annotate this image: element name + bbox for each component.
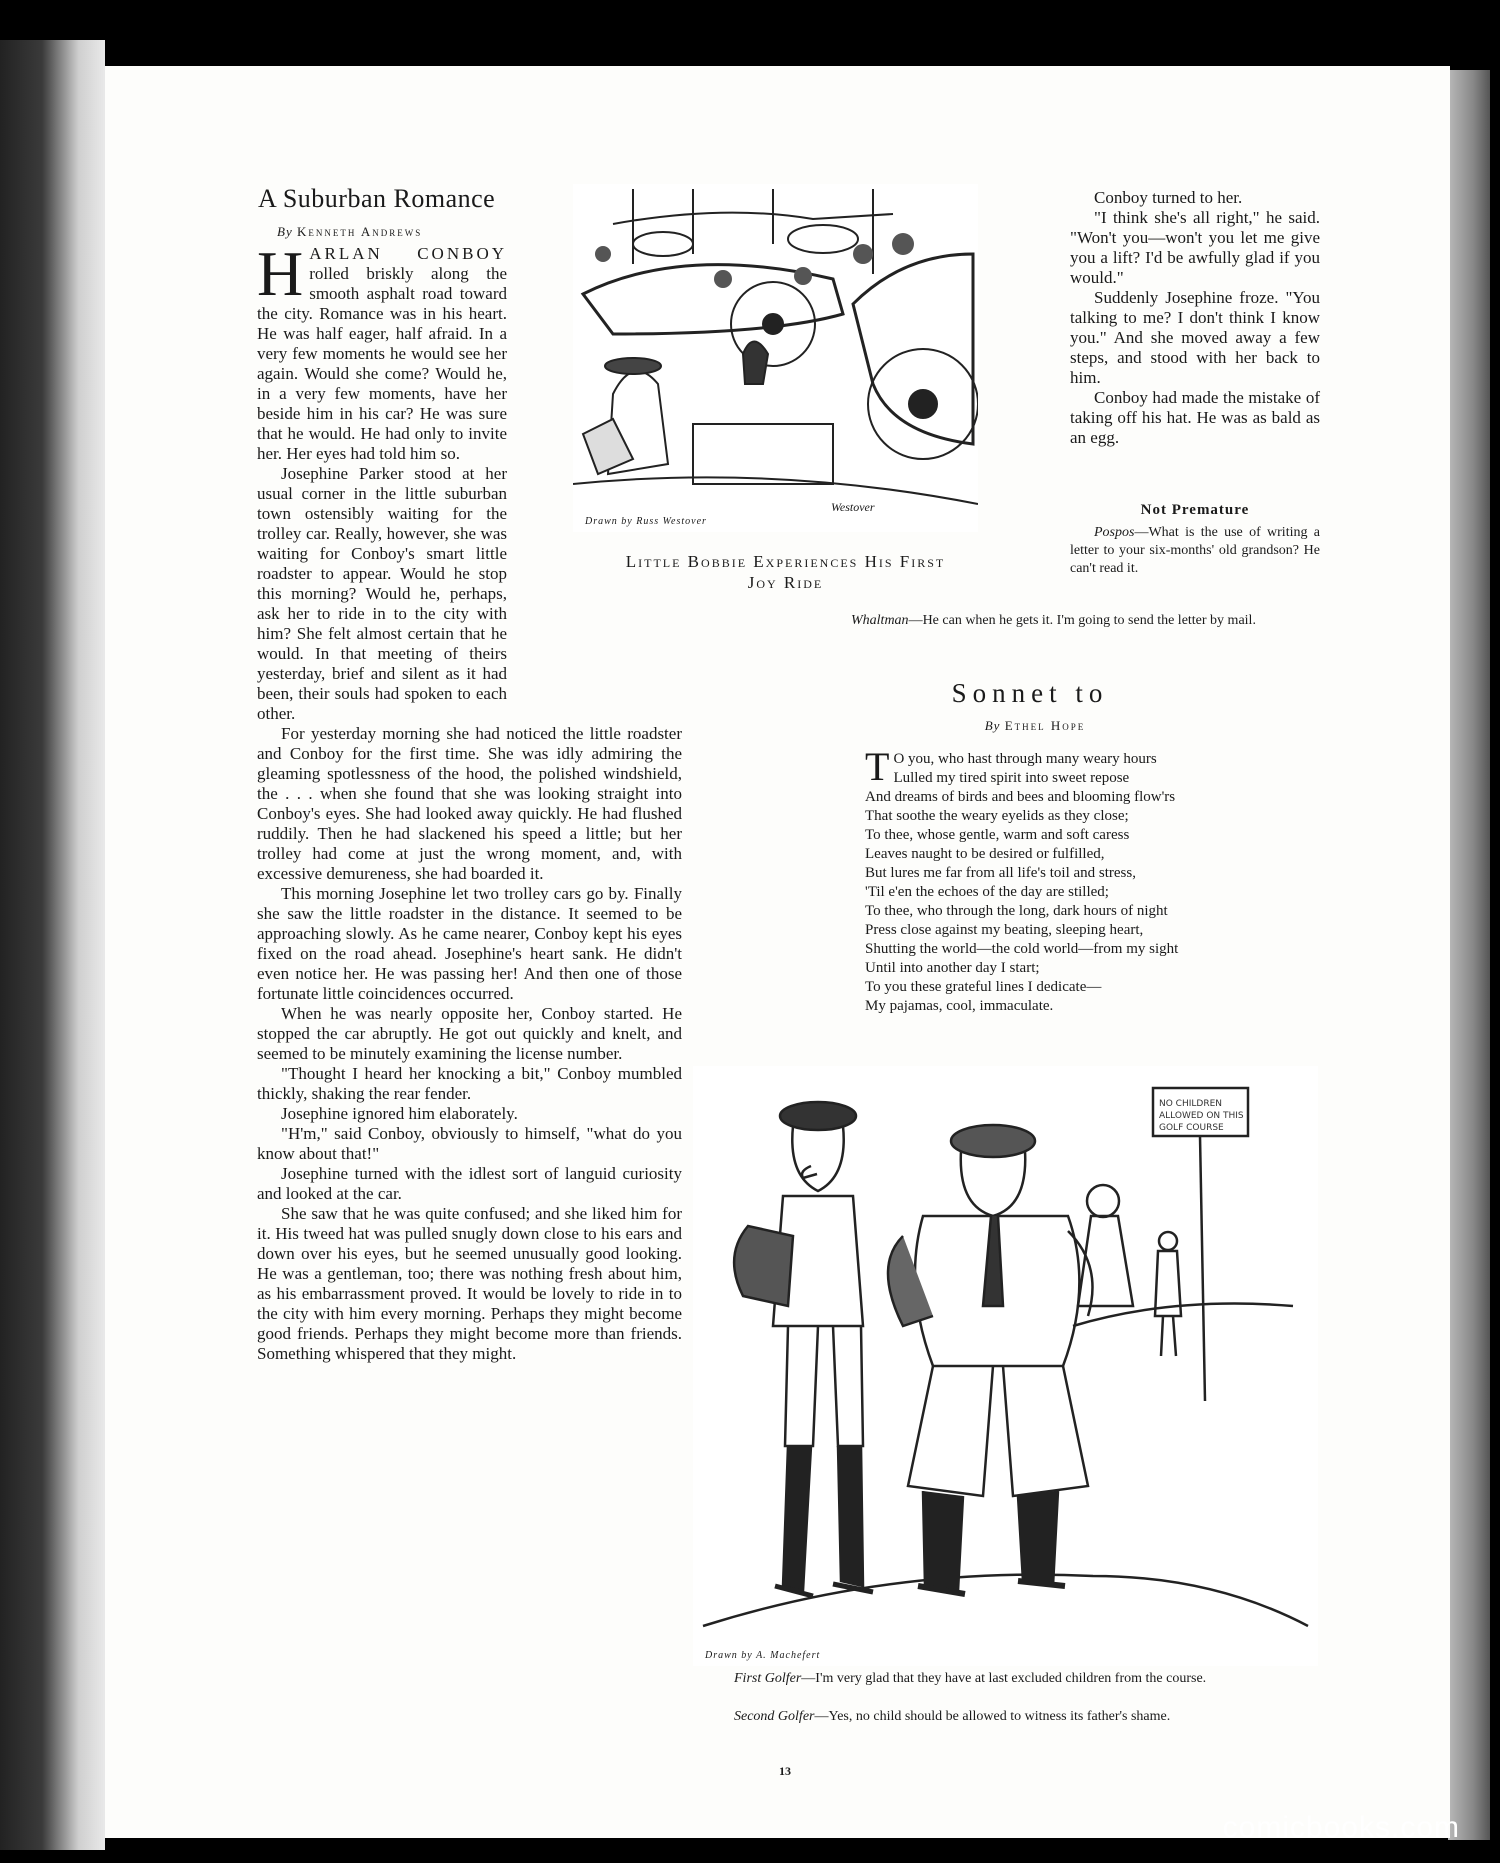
book-binding-shadow: [0, 40, 105, 1850]
magazine-page: [105, 66, 1450, 1838]
story-lead-block: [257, 238, 507, 464]
poem-line: Lulled my tired spirit into sweet repose: [893, 770, 1130, 786]
credit-name: Russ Westover: [636, 516, 707, 527]
continuation-paragraph: Suddenly Josephine froze. "You talking to me? I don't think I know you." And she moved away a few steps, and stood with her back to him.: [1070, 288, 1320, 387]
sonnet-body: [865, 744, 1285, 1016]
golf-caption-1: [710, 1670, 1315, 1688]
poem-line: To thee, whose gentle, warm and soft caress: [865, 827, 1130, 843]
story-paragraph: rolled briskly along the smooth asphalt road toward the city. Romance was in his heart. He was half eager, half afraid. In a very few moments he would see her again. Would she come? Would he, in a very few moments, have her beside him in his car? He was sure that he would. He had only to invite her. Her eyes had told him so.: [257, 264, 507, 463]
continuation-paragraph: Conboy turned to her.: [1094, 188, 1243, 207]
story-paragraph: She saw that he was quite confused; and she liked him for it. His tweed hat was pulled snugly down close to his ears and down over his eyes, but he seemed unusually good looking. He was a gentleman, too; there was nothing fresh about him, as his embarrassment proved. It would be lovely to ride in to the city with him every morning. Perhaps they might become good friends. Perhaps they might become more than friends. Something whispered that they might.: [257, 1204, 682, 1363]
story-paragraph: For yesterday morning she had noticed the little roadster and Conboy for the first time. She was idly admiring the gleaming spotlessness of the hood, the polished windshield, the . . . when she found that she was looking straight into Conboy's eyes. She had looked away quickly. He had flushed ruddily. Then he had slackened his speed a little; but her trolley had come at just the wrong moment, and, with excessive demureness, she had boarded it.: [257, 724, 682, 883]
caption-line: —Yes, no child should be allowed to witness its father's shame.: [814, 1709, 1171, 1724]
story-paragraph: This morning Josephine let two trolley cars go by. Finally she saw the little roadster in the distance. It seemed to be approaching slowly. As he came nearer, Conboy kept his eyes fixed on the road ahead. Josephine's heart sank. He didn't even notice her. He was passing her! And then one of those fortunate little coincidences occurred.: [257, 884, 682, 1003]
poem-line: To you these grateful lines I dedicate—: [865, 979, 1102, 995]
cartoon-joy-ride-caption: [588, 551, 983, 593]
story-paragraph: "H'm," said Conboy, obviously to himself, "what do you know about that!": [257, 1124, 682, 1163]
page-edge: [1448, 70, 1490, 1840]
credit-prefix: Drawn by: [585, 516, 633, 527]
credit-name: A. Machefert: [756, 1650, 821, 1661]
byline-prefix: By: [277, 224, 293, 239]
site-watermark: comicbooks.com: [1222, 1811, 1460, 1844]
sign-text: GOLF COURSE: [1159, 1123, 1224, 1133]
story-continuation: [1070, 188, 1320, 448]
byline-author: Kenneth Andrews: [296, 224, 423, 239]
joke-speaker: Whaltman: [851, 613, 909, 628]
poem-line: But lures me far from all life's toil and stress,: [865, 865, 1136, 881]
story-paragraph: Josephine turned with the idlest sort of languid curiosity and looked at the car.: [257, 1164, 682, 1203]
drop-cap: H: [257, 238, 304, 309]
cartoon-golfers-credit: [705, 1650, 820, 1661]
story-byline: [277, 224, 537, 240]
joke-exchange-2: [827, 612, 1322, 630]
sonnet-byline: [935, 718, 1135, 734]
cartoon-golfers: [693, 1066, 1318, 1666]
continuation-paragraph: Conboy had made the mistake of taking off his hat. He was as bald as an egg.: [1070, 388, 1320, 447]
joke-title: Not Premature: [1140, 502, 1250, 518]
caption-line: Little Bobbie Experiences His First: [625, 552, 946, 571]
story-paragraph: Josephine Parker stood at her usual corner in the little suburban town ostensibly waiting for the trolley car. Really, however, she was waiting for Conboy's smart little roadster to appear. Would he stop this morning? Would he, perhaps, ask her to ride in to the city with him? She felt almost certain that he would. In that meeting of theirs yesterday, brief and silent as it had been, their souls had spoken to each other.: [257, 464, 507, 723]
cartoon-joy-ride: [573, 184, 978, 532]
poem-line: Leaves naught to be desired or fulfilled,: [865, 846, 1105, 862]
joke-line: —He can when he gets it. I'm going to send the letter by mail.: [908, 613, 1256, 628]
sign-text: ALLOWED ON THIS: [1159, 1111, 1244, 1121]
cartoon-golfers-drawing: [693, 1066, 1318, 1666]
poem-line: O you, who hast through many weary hours: [893, 751, 1157, 767]
story-paragraph: When he was nearly opposite her, Conboy started. He stopped the car abruptly. He got out quickly and knelt, and seemed to be minutely examining the license number.: [257, 1004, 682, 1063]
joke-speaker: Pospos: [1094, 525, 1135, 540]
sign-text: NO CHILDREN: [1159, 1099, 1222, 1109]
page-number: 13: [779, 1764, 791, 1778]
credit-prefix: Drawn by: [705, 1650, 753, 1661]
story-paragraph: Josephine ignored him elaborately.: [281, 1104, 518, 1123]
poem-line: My pajamas, cool, immaculate.: [865, 998, 1054, 1014]
poem-line: To thee, who through the long, dark hours of night: [865, 903, 1168, 919]
caption-speaker: First Golfer: [734, 1671, 802, 1686]
byline-author: Ethel Hope: [1004, 718, 1086, 733]
lead-caps: ARLAN CONBOY: [309, 244, 507, 263]
joke-exchange-1: [1070, 524, 1320, 578]
golf-caption-2: [710, 1708, 1315, 1726]
byline-prefix: By: [984, 718, 1001, 733]
cartoon-joy-ride-credit: [585, 516, 707, 527]
poem-line: Press close against my beating, sleeping heart,: [865, 922, 1144, 938]
continuation-paragraph: "I think she's all right," he said. "Won't you—won't you let me give you a lift? I'd be awfully glad if you would.": [1070, 208, 1320, 287]
story-paragraph: "Thought I heard her knocking a bit," Conboy mumbled thickly, shaking the rear fender.: [257, 1064, 682, 1103]
sonnet-title: Sonnet to: [951, 678, 1109, 708]
sonnet-drop-cap: T: [865, 744, 890, 789]
poem-line: And dreams of birds and bees and blooming flow'rs: [865, 789, 1176, 805]
story-title: A Suburban Romance: [258, 184, 496, 213]
poem-line: 'Til e'en the echoes of the day are stilled;: [865, 884, 1109, 900]
poem-line: Until into another day I start;: [865, 960, 1040, 976]
caption-line: Joy Ride: [747, 573, 824, 592]
poem-line: Shutting the world—the cold world—from my sight: [865, 941, 1179, 957]
caption-line: —I'm very glad that they have at last excluded children from the course.: [801, 1671, 1207, 1686]
poem-line: That soothe the weary eyelids as they close;: [865, 808, 1129, 824]
joke-line: —What is the use of writing a letter to your six-months' old grandson? He can't read it.: [1070, 525, 1320, 576]
artist-signature: Westover: [831, 500, 875, 514]
cartoon-joy-ride-drawing: [573, 184, 978, 532]
caption-speaker: Second Golfer: [734, 1709, 815, 1724]
